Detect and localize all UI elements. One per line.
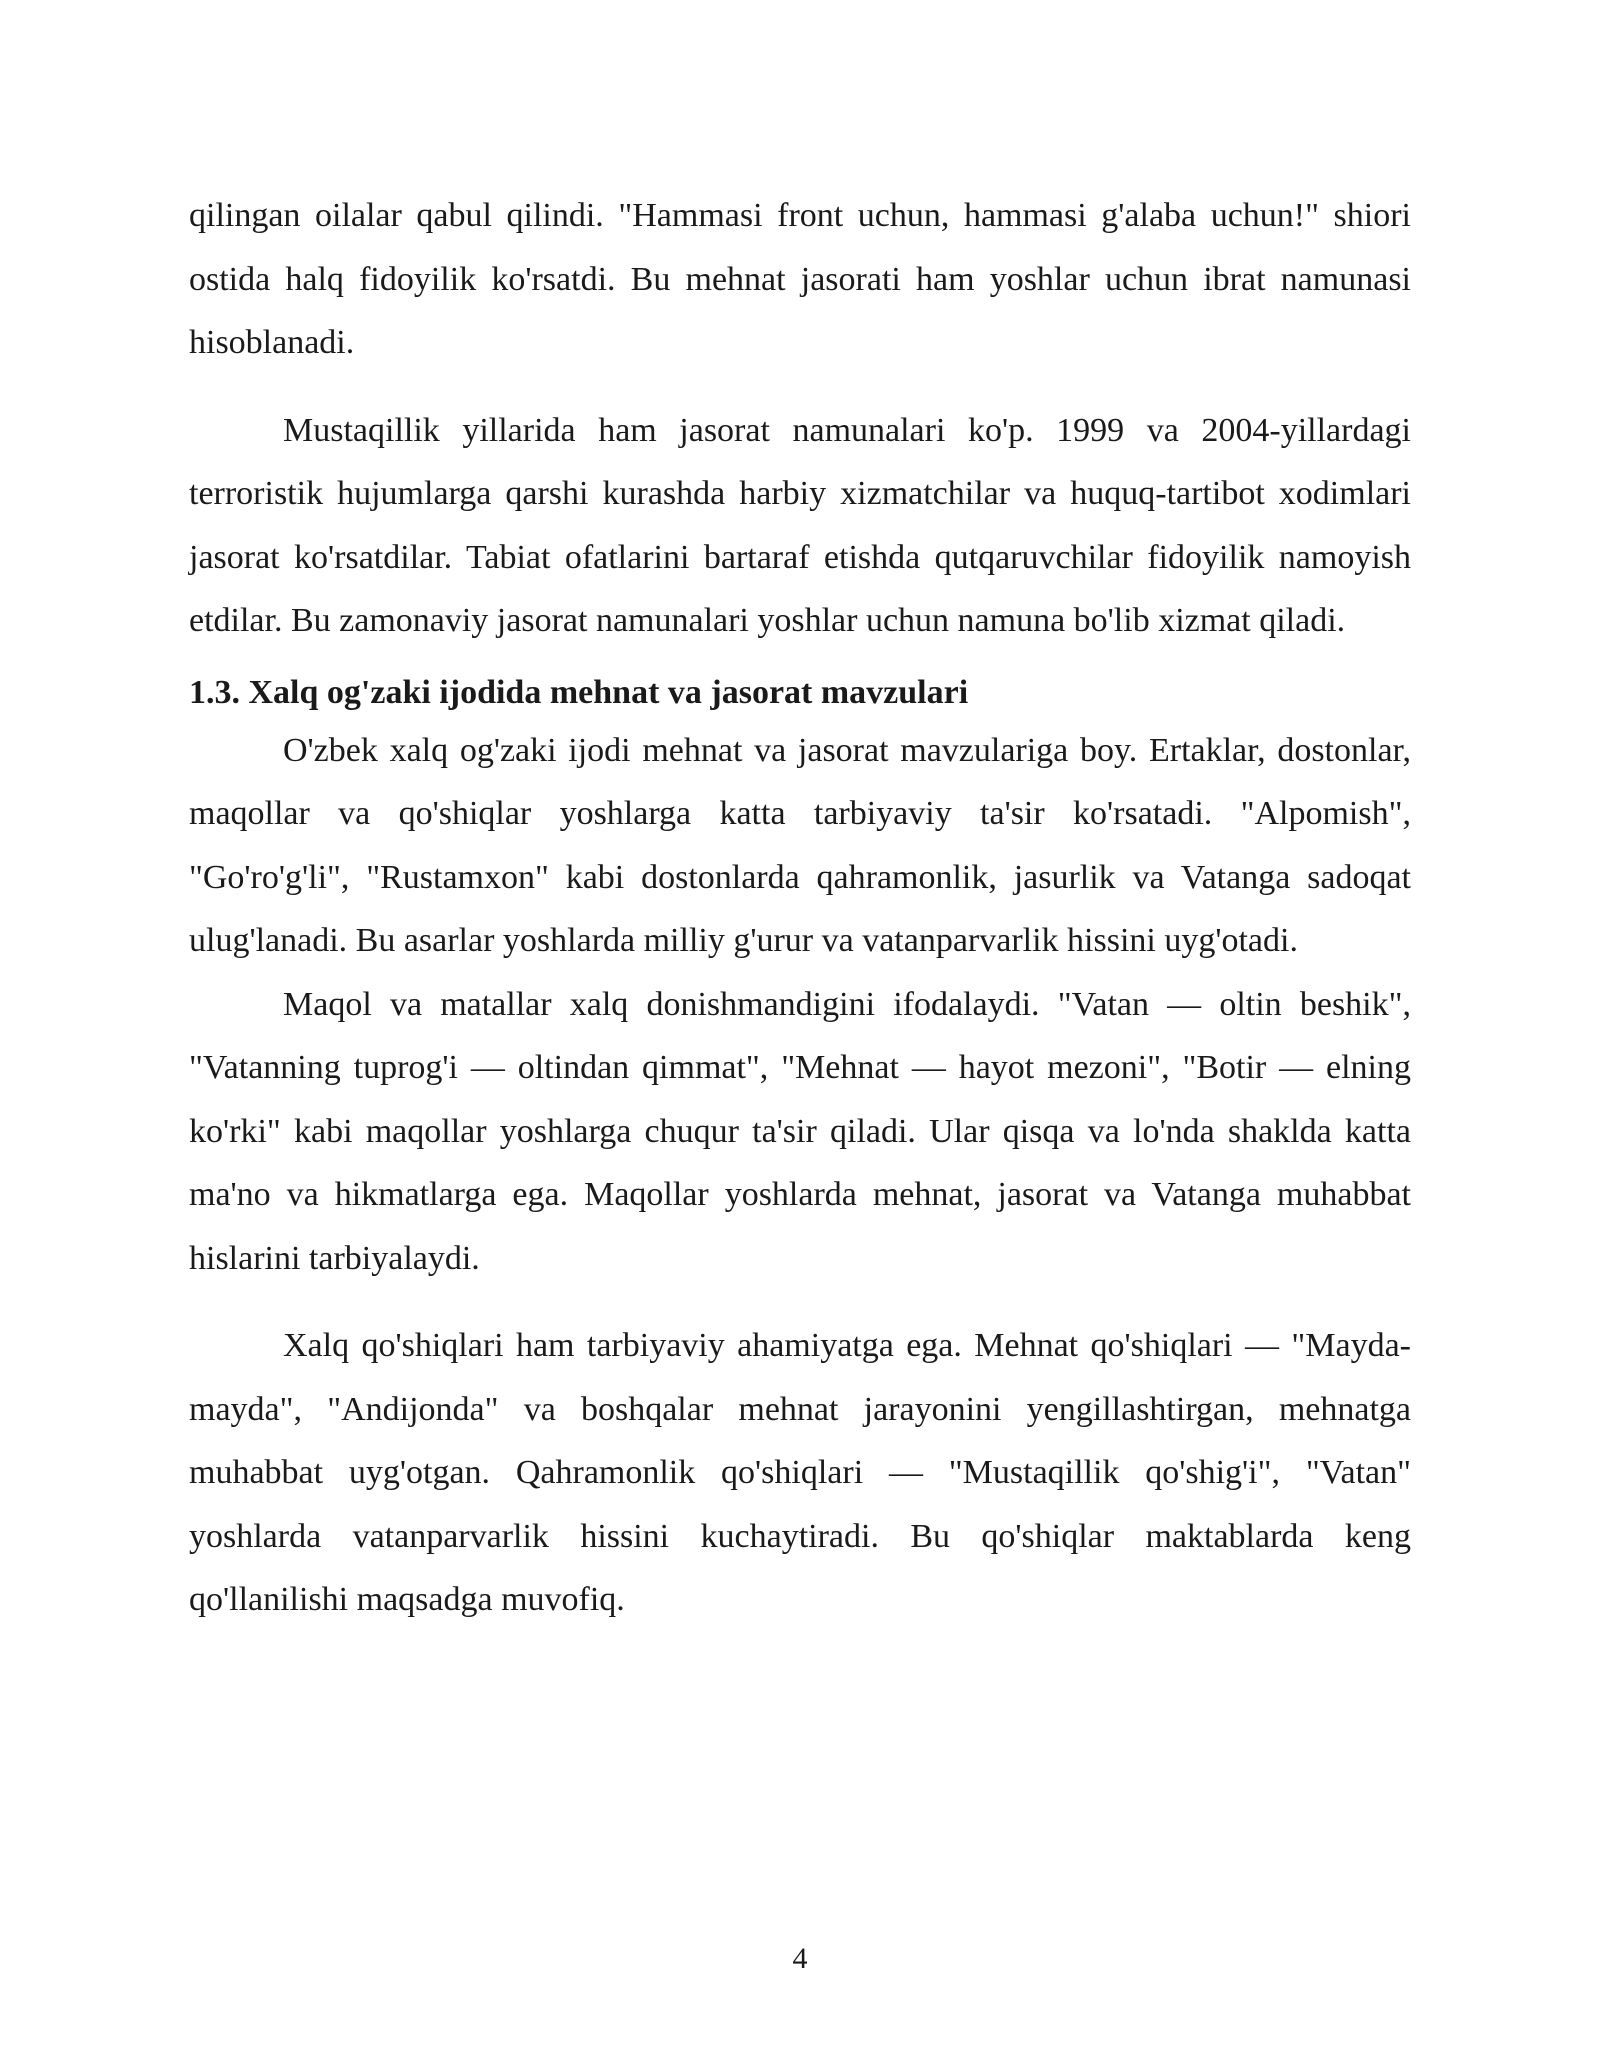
section-heading: 1.3. Xalq og'zaki ijodida mehnat va jasorat mavzulari <box>189 673 969 711</box>
paragraph-independence-courage: Mustaqillik yillarida ham jasorat namunalari ko'p. 1999 va 2004-yillardagi terroristik hujumlarga qarshi kurashda harbiy xizmatchilar va huquq-tartibot xodimlari jasorat ko'rsatdilar. Tabiat ofatlarini bartaraf etishda qutqaruvchilar fidoyilik namoyish etdilar. Bu zamonaviy jasorat namunalari yoshlar uchun namuna bo'lib xizmat qiladi. <box>189 411 1411 639</box>
paragraph-folk-songs: Xalq qo'shiqlari ham tarbiyaviy ahamiyatga ega. Mehnat qo'shiqlari — "Mayda-mayda", "Andijonda" va boshqalar mehnat jarayonini yengillashtirgan, mehnatga muhabbat uyg'otgan. Qahramonlik qo'shiqlari — "Mustaqillik qo'shig'i", "Vatan" yoshlarda vatanparvarlik hissini kuchaytiradi. Bu qo'shiqlar maktablarda keng qo'llanilishi maqsadga muvofiq. <box>189 1327 1411 1618</box>
paragraph-oral-folklore: O'zbek xalq og'zaki ijodi mehnat va jasorat mavzulariga boy. Ertaklar, dostonlar, maqollar va qo'shiqlar yoshlarga katta tarbiyaviy ta'sir ko'rsatadi. "Alpomish", "Go'ro'g'li", "Rustamxon" kabi dostonlarda qahramonlik, jasurlik va Vatanga sadoqat ulug'lanadi. Bu asarlar yoshlarda milliy g'urur va vatanparvarlik hissini uyg'otadi. <box>189 731 1411 959</box>
paragraph-proverbs: Maqol va matallar xalq donishmandigini ifodalaydi. "Vatan — oltin beshik", "Vatanning tuprog'i — oltindan qimmat", "Mehnat — hayot mezoni", "Botir — elning ko'rki" kabi maqollar yoshlarga chuqur ta'sir qiladi. Ular qisqa va lo'nda shaklda katta ma'no va hikmatlarga ega. Maqollar yoshlarda mehnat, jasorat va Vatanga muhabbat hislarini tarbiyalaydi. <box>189 985 1411 1277</box>
paragraph-continuation: qilingan oilalar qabul qilindi. "Hammasi front uchun, hammasi g'alaba uchun!" shiori ostida halq fidoyilik ko'rsatdi. Bu mehnat jasorati ham yoshlar uchun ibrat namunasi hisoblanadi. <box>189 197 1411 361</box>
page-number: 4 <box>792 1942 808 1975</box>
document-page <box>189 184 1411 1656</box>
